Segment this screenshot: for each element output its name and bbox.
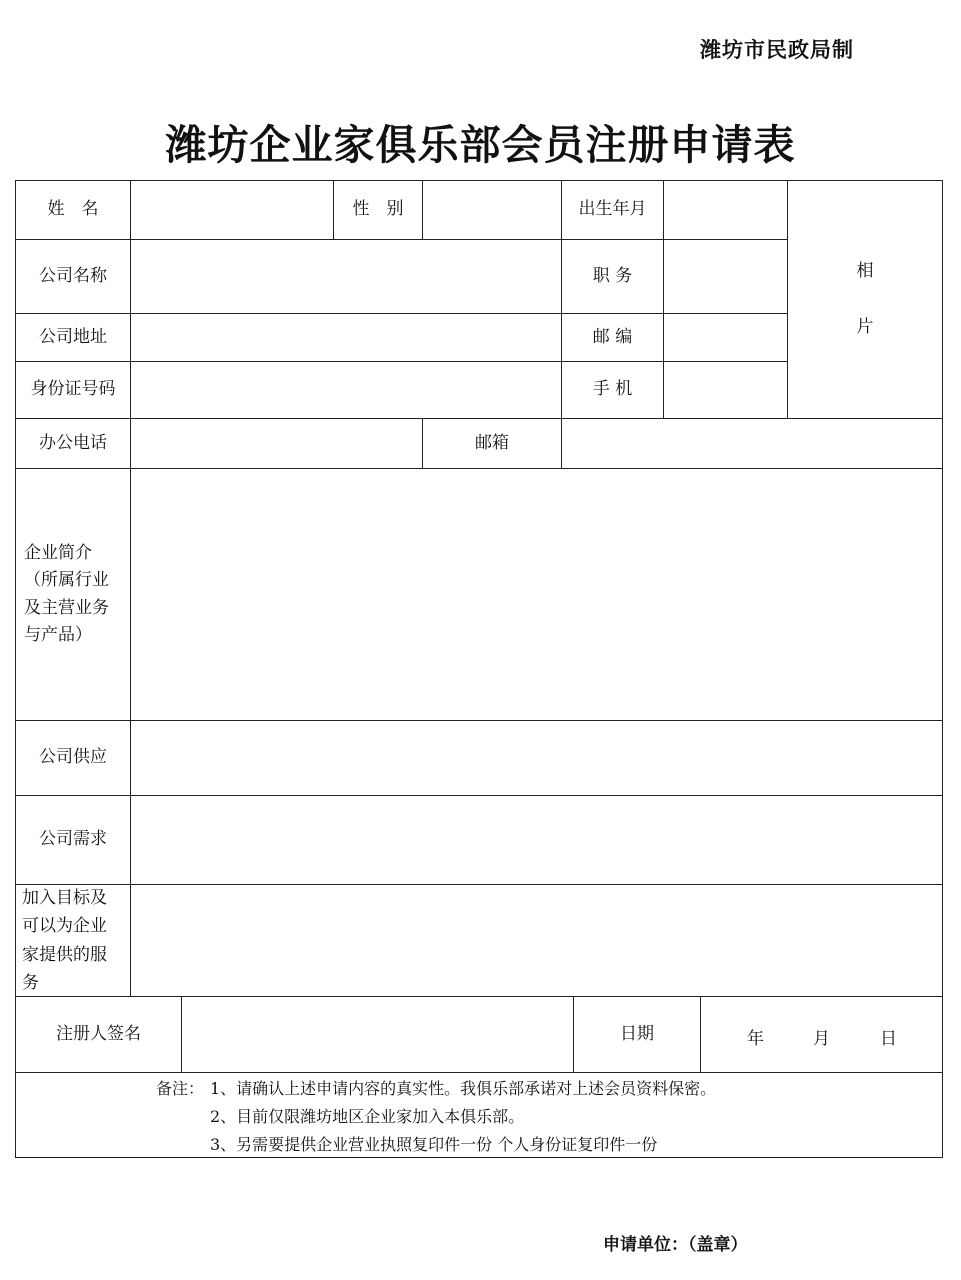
note-item-1: 1、请确认上述申请内容的真实性。我俱乐部承诺对上述会员资料保密。 <box>210 1079 717 1098</box>
email-label: 邮箱 <box>422 418 562 469</box>
demand-field[interactable] <box>130 795 943 885</box>
company-address-label: 公司地址 <box>15 313 131 362</box>
date-month-label: 月 <box>813 1029 830 1049</box>
note-item-3: 3、另需要提供企业营业执照复印件一份 个人身份证复印件一份 <box>210 1135 658 1154</box>
gender-field[interactable] <box>422 180 562 240</box>
company-intro-field[interactable] <box>130 468 943 721</box>
company-name-field[interactable] <box>130 239 562 314</box>
company-intro-label: 企业简介 （所属行业 及主营业务 与产品） <box>15 468 131 721</box>
office-phone-label: 办公电话 <box>15 418 131 469</box>
date-day-label: 日 <box>880 1029 897 1049</box>
office-phone-field[interactable] <box>130 418 423 469</box>
photo-label-1: 相 <box>856 261 874 282</box>
birth-label: 出生年月 <box>561 180 664 240</box>
email-field[interactable] <box>561 418 943 469</box>
id-number-label: 身份证号码 <box>15 361 131 419</box>
signature-label: 注册人签名 <box>15 996 182 1073</box>
notes-box <box>15 1072 943 1158</box>
goals-field[interactable] <box>130 884 943 997</box>
postcode-label: 邮 编 <box>561 313 664 362</box>
name-label: 姓 名 <box>15 180 131 240</box>
demand-label: 公司需求 <box>15 795 131 885</box>
note-item-2: 2、目前仅限潍坊地区企业家加入本俱乐部。 <box>210 1107 525 1126</box>
notes-prefix: 备注： <box>156 1079 205 1098</box>
supply-label: 公司供应 <box>15 720 131 796</box>
photo-label-2: 片 <box>856 316 874 337</box>
gender-label: 性 别 <box>333 180 423 240</box>
applicant-unit-stamp: 申请单位：（盖章） <box>603 1235 748 1255</box>
name-field[interactable] <box>130 180 334 240</box>
mobile-label: 手 机 <box>561 361 664 419</box>
signature-field[interactable] <box>181 996 574 1073</box>
position-label: 职 务 <box>561 239 664 314</box>
mobile-field[interactable] <box>663 361 788 419</box>
postcode-field[interactable] <box>663 313 788 362</box>
company-name-label: 公司名称 <box>15 239 131 314</box>
form-title: 潍坊企业家俱乐部会员注册申请表 <box>165 121 796 169</box>
company-address-field[interactable] <box>130 313 562 362</box>
goals-label: 加入目标及 可以为企业 家提供的服 务 <box>15 884 131 997</box>
date-year-label: 年 <box>747 1029 764 1049</box>
issuer-text: 潍坊市民政局制 <box>700 38 854 62</box>
id-number-field[interactable] <box>130 361 562 419</box>
birth-field[interactable] <box>663 180 788 240</box>
position-field[interactable] <box>663 239 788 314</box>
photo-box[interactable] <box>787 180 943 419</box>
supply-field[interactable] <box>130 720 943 796</box>
date-label: 日期 <box>573 996 701 1073</box>
